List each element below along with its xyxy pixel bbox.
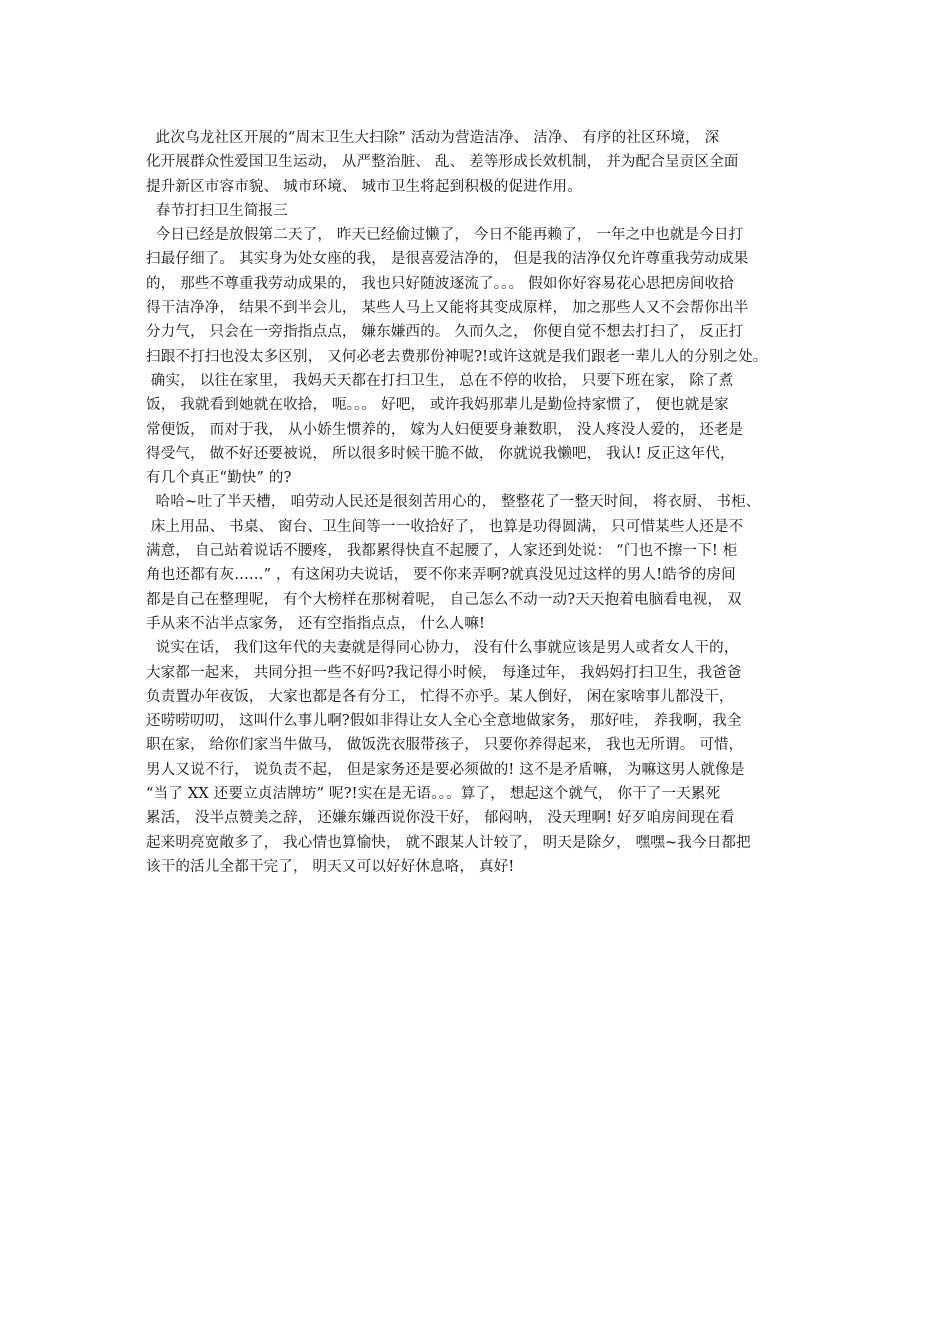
text-line: 常便饭， 而对于我， 从小娇生惯养的， 嫁为人妇便要身兼数职， 没人疼没人爱的， 还老是	[146, 421, 744, 438]
text-line: 化开展群众性爱国卫生运动， 从严整治脏、 乱、 差等形成长效机制， 并为配合呈贡区全面	[146, 154, 739, 171]
text-line: 确实， 以往在家里， 我妈天天都在打扫卫生， 总在不停的收拾， 只要下班在家， 除了煮	[146, 372, 734, 389]
text-line: 分力气， 只会在一旁指指点点， 嫌东嫌西的。 久而久之， 你便自觉不想去打扫了， 反正打	[146, 324, 744, 341]
text-line: 还唠唠叨叨， 这叫什么事儿啊?假如非得让女人全心全意地做家务， 那好哇， 养我啊，我全	[146, 713, 742, 730]
text-line: 的， 那些不尊重我劳动成果的， 我也只好随波逐流了。。。 假如你好容易花心思把房间收拾	[146, 275, 734, 292]
text-line: 说实在话， 我们这年代的夫妻就是得同心协力， 没有什么事就应该是男人或者女人干的，	[146, 640, 739, 657]
text-line: 负责置办年夜饭， 大家也都是各有分工， 忙得不亦乎。某人倒好， 闲在家啥事儿都没干，	[146, 688, 734, 705]
text-line: 扫跟不打扫也没太多区别， 又何必老去费那份神呢?!或许这就是我们跟老一辈儿人的分别之处。	[146, 348, 768, 365]
text-line: 男人又说不行， 说负责不起， 但是家务还是要必须做的! 这不是矛盾嘛， 为嘛这男人就像是	[146, 761, 745, 778]
text-line: 床上用品、 书桌、 窗台、卫生间等一一收拾好了， 也算是功得圆满， 只可惜某些人还是不	[146, 518, 744, 535]
text-line: 都是自己在整理呢， 有个大榜样在那树着呢， 自己怎么不动一动?天天抱着电脑看电视， 双	[146, 591, 742, 608]
text-line: “当了 XX 还要立贞洁牌坊” 呢?!实在是无语。。。算了， 想起这个就气， 你干了一天累死	[146, 786, 721, 803]
text-line: 得受气， 做不好还要被说， 所以很多时候干脆不做， 你就说我懒吧， 我认! 反正这年代，	[146, 445, 735, 462]
text-line: 有几个真正“勤快” 的?	[146, 470, 292, 487]
text-line: 饭， 我就看到她就在收拾， 呃。。。 好吧， 或许我妈那辈儿是勤俭持家惯了， 便也就是家	[146, 397, 729, 414]
section-heading: 春节打扫卫生简报三	[146, 202, 288, 219]
document-body	[146, 126, 826, 879]
text-line: 今日已经是放假第二天了， 昨天已经偷过懒了， 今日不能再赖了， 一年之中也就是今日打	[146, 227, 744, 244]
text-line: 此次乌龙社区开展的“周末卫生大扫除” 活动为营造洁净、 洁净、 有序的社区环境， 深	[146, 130, 720, 146]
text-line: 角也还都有灰……” ，有这闲功夫说话， 要不你来弄啊?就真没见过这样的男人!皓爷的房间	[146, 567, 736, 584]
text-line: 提升新区市容市貌、 城市环境、 城市卫生将起到积极的促进作用。	[146, 178, 582, 195]
text-line: 职在家， 给你们家当牛做马， 做饭洗衣服带孩子， 只要你养得起来， 我也无所谓。 可惜，	[146, 737, 744, 754]
text-line: 扫最仔细了。 其实身为处女座的我， 是很喜爱洁净的， 但是我的洁净仅允许尊重我劳动成果	[146, 251, 749, 268]
text-line: 大家都一起来， 共同分担一些不好吗?我记得小时候， 每逢过年， 我妈妈打扫卫生，我爸爸	[146, 664, 742, 681]
text-line: 起来明亮宽敞多了， 我心情也算愉快， 就不跟某人计较了， 明天是除夕， 嘿嘿~我今日都把	[146, 834, 751, 851]
text-line: 累活， 没半点赞美之辞， 还嫌东嫌西说你没干好， 郁闷呐， 没天理啊! 好歹咱房间现在看	[146, 810, 735, 827]
text-line: 得干洁净净， 结果不到半会儿， 某些人马上又能将其变成原样， 加之那些人又不会帮你出半	[146, 300, 749, 317]
text-line: 哈哈~吐了半天槽， 咱劳动人民还是很刻苦用心的， 整整花了一整天时间， 将衣厨、 书柜、	[146, 494, 761, 511]
text-line: 该干的活儿全都干完了， 明天又可以好好休息咯， 真好!	[146, 858, 515, 875]
text-line: 手从来不沾半点家务， 还有空指指点点， 什么人嘛!	[146, 615, 486, 632]
text-line: 满意， 自己站着说话不腰疼， 我都累得快直不起腰了，人家还到处说： “门也不擦一下! 柜	[146, 543, 738, 560]
